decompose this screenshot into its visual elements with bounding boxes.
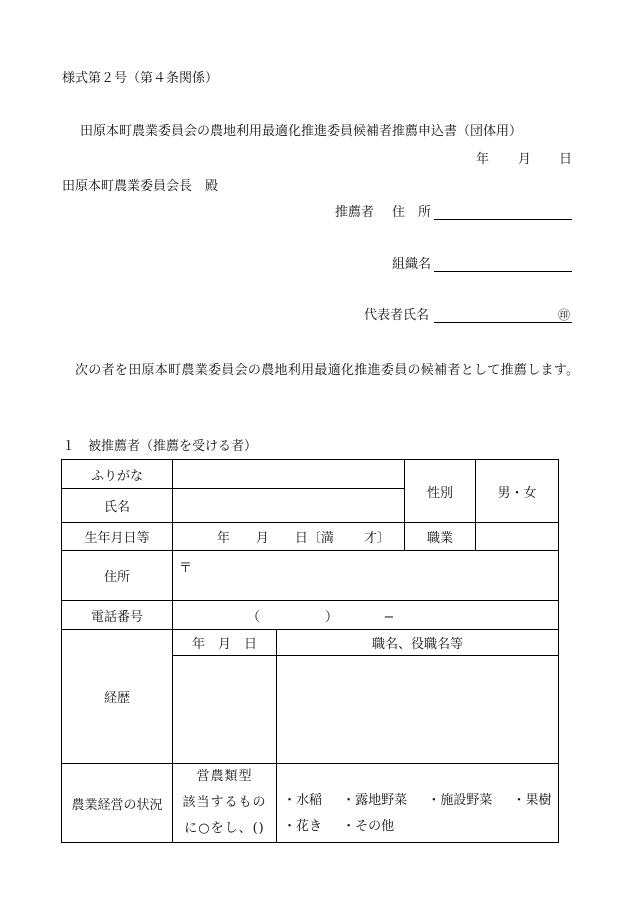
furigana-label: ふりがな	[62, 460, 173, 489]
nominee-table	[61, 459, 559, 843]
career-position-field[interactable]	[277, 656, 559, 764]
address-label: 住所	[62, 551, 173, 601]
recommender-address-field[interactable]	[434, 219, 572, 220]
gender-value[interactable]: 男・女	[476, 460, 559, 523]
farm-type-option[interactable]: ・その他	[342, 819, 395, 834]
farm-type-line3: に○をし、()	[184, 821, 265, 836]
document-title: 田原本町農業委員会の農地利用最適化推進委員候補者推薦申込書（団体用）	[80, 124, 523, 139]
form-number: 様式第２号（第４条関係）	[62, 71, 219, 86]
farm-type-line2: 該当するもの	[182, 795, 267, 810]
farm-type-option[interactable]: ・果樹	[512, 793, 552, 808]
phone-label: 電話番号	[62, 601, 173, 630]
gender-label: 性別	[405, 460, 476, 523]
postal-mark: 〒	[179, 561, 193, 576]
farm-type-option[interactable]: ・露地野菜	[342, 793, 408, 808]
addressee: 田原本町農業委員会長 殿	[62, 179, 219, 194]
occupation-label: 職業	[405, 523, 476, 551]
recommender-rep-label: 代表者氏名	[364, 308, 430, 323]
phone-field[interactable]: （ ） −	[173, 601, 559, 630]
name-label: 氏名	[62, 489, 173, 523]
recommender-label: 推薦者	[335, 205, 375, 220]
farm-types-row1	[283, 788, 558, 814]
address-field[interactable]	[173, 551, 559, 601]
recommender-address-label: 住 所	[392, 205, 432, 220]
farm-types	[277, 764, 559, 843]
career-position-header: 職名、役職名等	[277, 630, 559, 656]
farm-label: 農業経営の状況	[62, 764, 173, 843]
birth-field[interactable]: 年 月 日〔満 才〕	[173, 523, 405, 551]
furigana-field[interactable]	[173, 460, 405, 489]
date-day: 日	[559, 152, 573, 167]
occupation-field[interactable]	[476, 523, 559, 551]
statement: 次の者を田原本町農業委員会の農地利用最適化推進委員の候補者として推薦します。	[75, 363, 580, 378]
date-month: 月	[518, 152, 532, 167]
recommender-org-label: 組織名	[392, 257, 432, 272]
birth-label: 生年月日等	[62, 523, 173, 551]
career-date-field[interactable]	[173, 656, 277, 764]
farm-type-option[interactable]: ・水稲	[283, 793, 323, 808]
section1-title: １ 被推薦者（推薦を受ける者）	[62, 439, 258, 454]
farm-type-line1: 営農類型	[196, 769, 253, 784]
name-field[interactable]	[173, 489, 405, 523]
career-label: 経歴	[62, 630, 173, 764]
recommender-org-field[interactable]	[434, 271, 572, 272]
seal-mark: ㊞	[558, 308, 571, 322]
career-date-header: 年 月 日	[173, 630, 277, 656]
farm-type-instruction	[173, 764, 277, 843]
farm-type-option[interactable]: ・花き	[283, 819, 323, 834]
farm-type-option[interactable]: ・施設野菜	[427, 793, 493, 808]
farm-types-row2	[283, 814, 558, 840]
recommender-rep-field[interactable]	[434, 322, 572, 323]
date-year: 年	[476, 152, 490, 167]
